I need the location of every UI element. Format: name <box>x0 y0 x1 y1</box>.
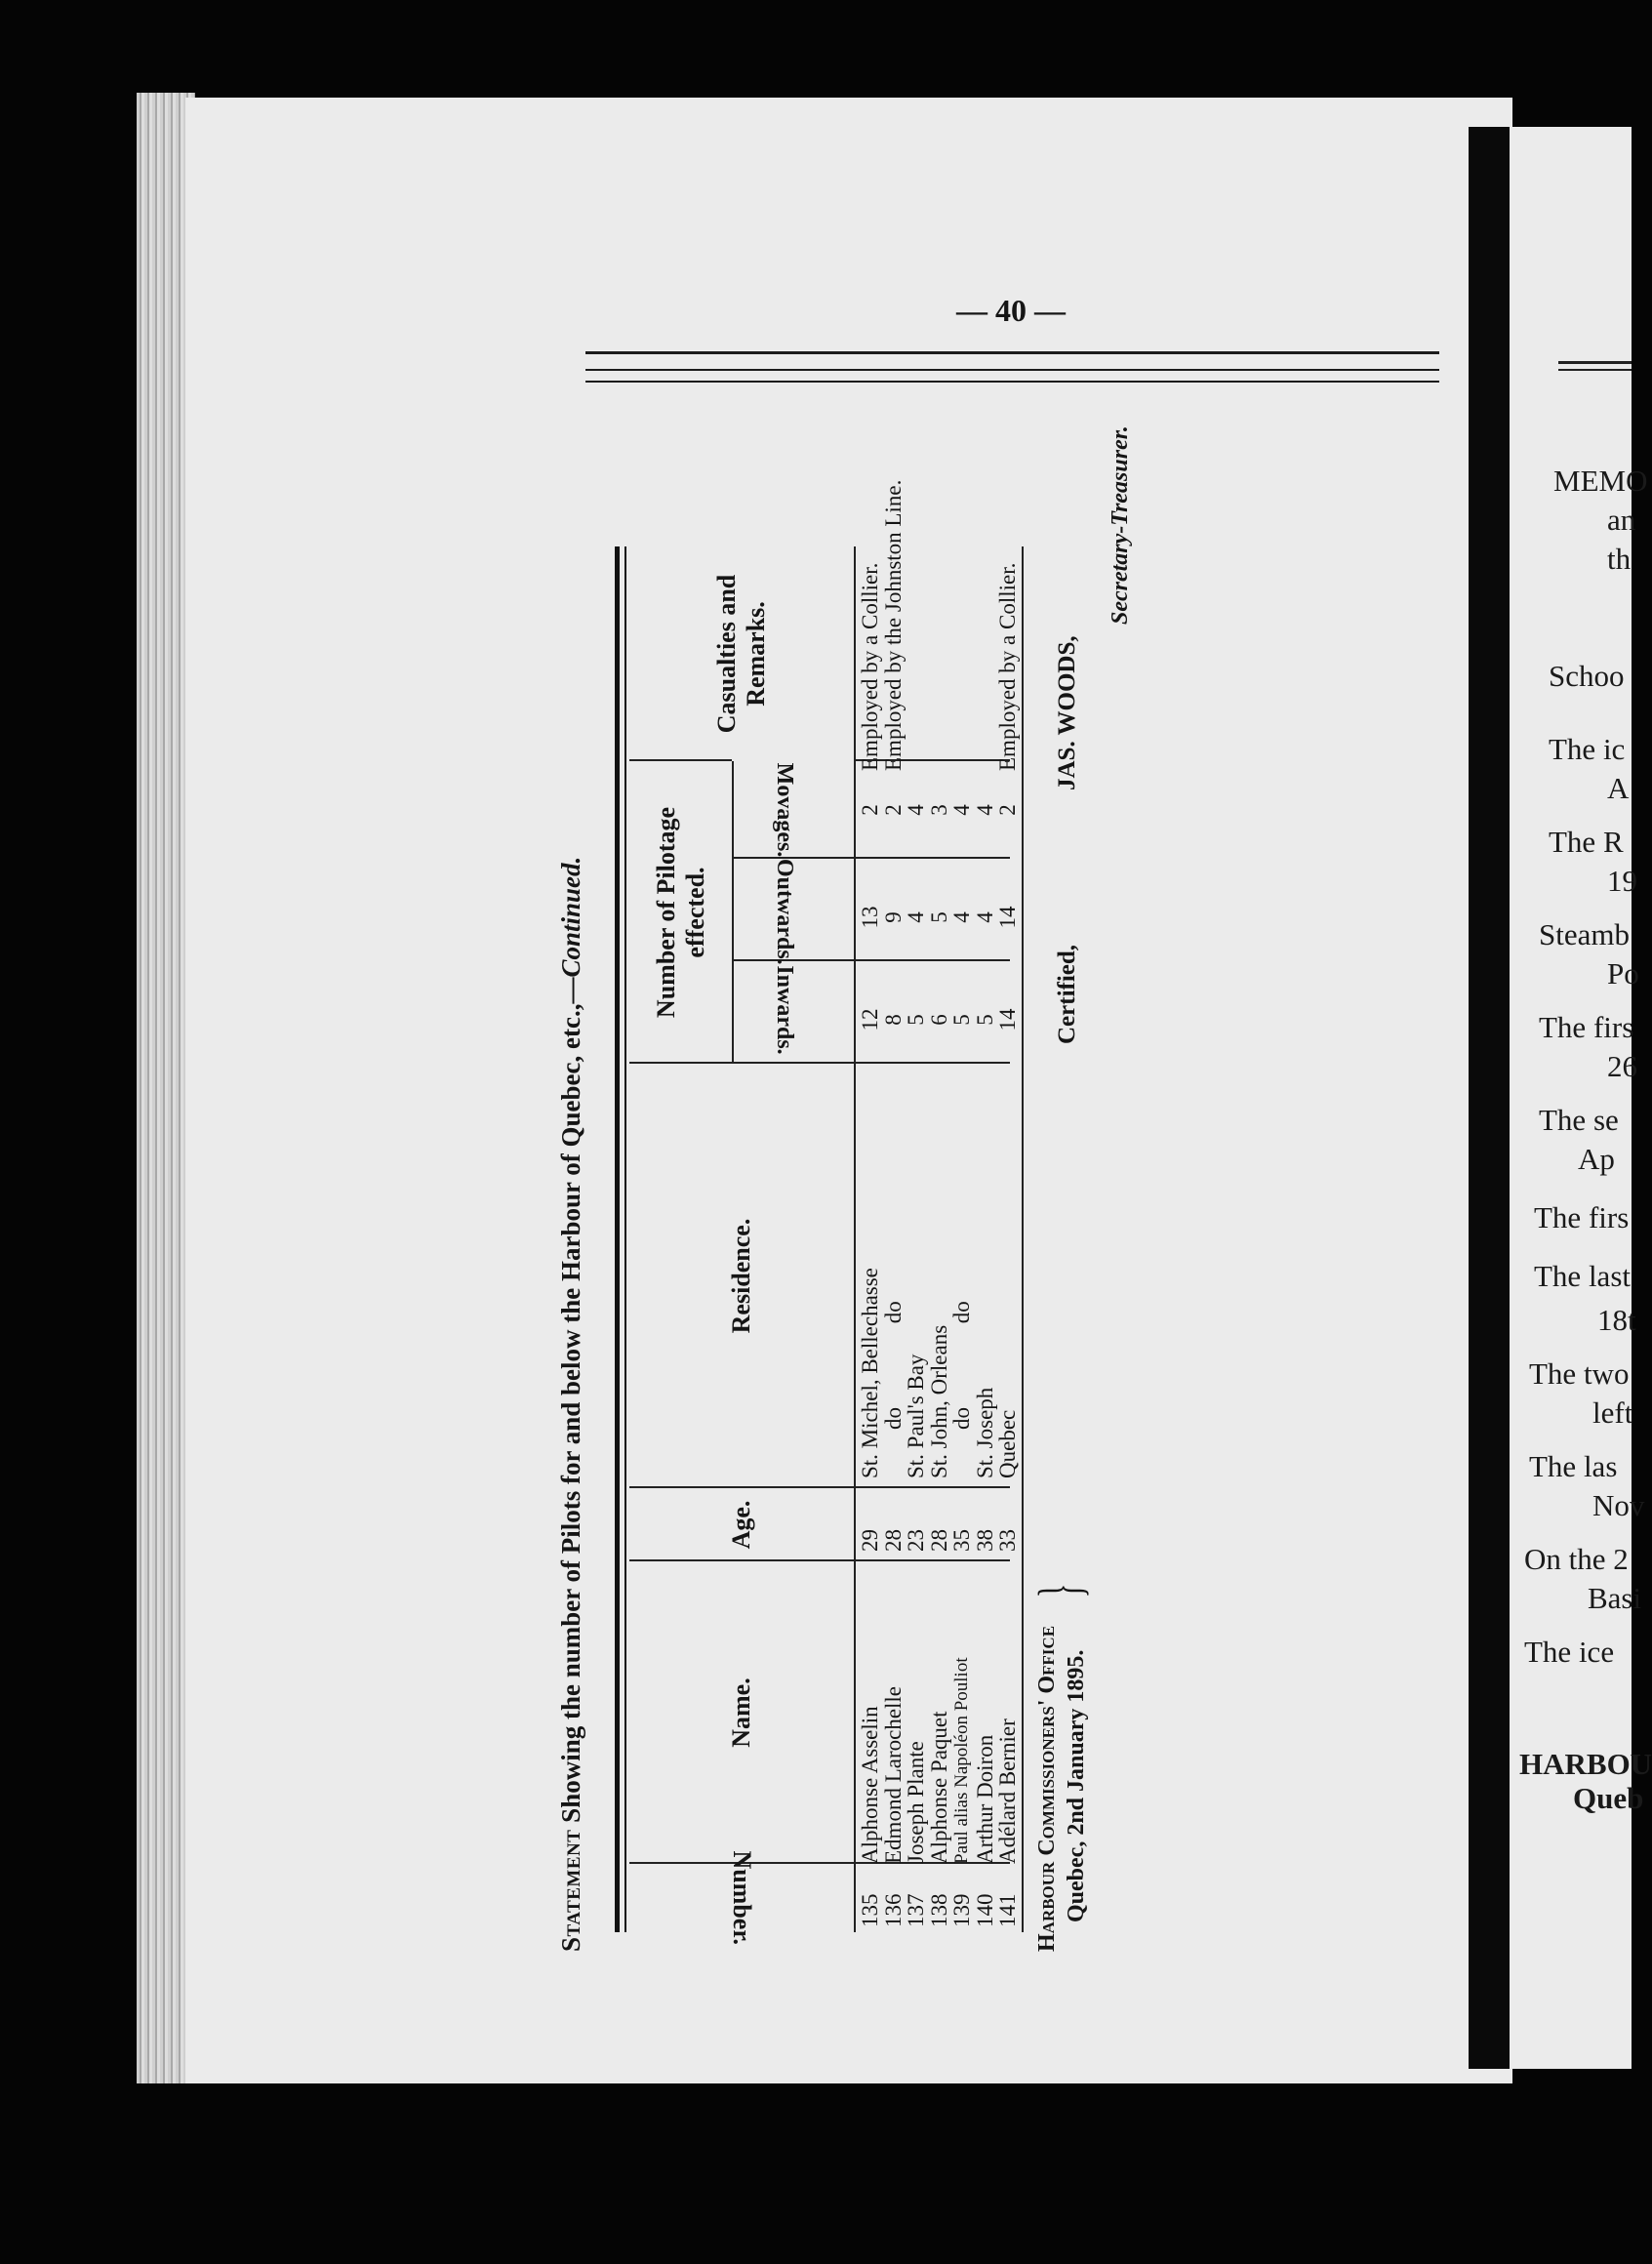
adjacent-text: Queb <box>1573 1781 1644 1815</box>
cell-name: Edmond Larochelle <box>880 1685 906 1864</box>
cell-number: 139 <box>949 1893 974 1927</box>
cell-number: 135 <box>858 1893 882 1927</box>
adjacent-text: Ap <box>1578 1142 1615 1176</box>
header-outwards: Outwards. <box>772 859 797 965</box>
header-cell-residence <box>629 1062 854 1488</box>
title-continued: Continued. <box>556 856 585 978</box>
cell-number: 141 <box>995 1893 1020 1927</box>
cell-number: 140 <box>972 1893 997 1927</box>
table-row <box>905 527 928 2010</box>
cell-age: 28 <box>880 1529 906 1552</box>
header-number: Number. <box>728 1850 756 1946</box>
table-row <box>996 527 1020 2010</box>
adjacent-text: The last <box>1534 1259 1631 1293</box>
page-gutter <box>1469 127 1510 2069</box>
adjacent-text: Po <box>1607 956 1639 990</box>
adjacent-text: The firs <box>1539 1010 1634 1044</box>
cell-outwards: 4 <box>904 911 928 923</box>
header-inwards: Inwards. <box>772 965 797 1055</box>
table-top-rule <box>625 546 626 1932</box>
cell-remarks: Employed by a Collier. <box>995 562 1020 771</box>
cell-remarks: Employed by a Collier. <box>858 562 882 771</box>
adjacent-text: HARBOU <box>1519 1747 1652 1781</box>
cell-name: Joseph Plante <box>904 1741 928 1864</box>
cell-outwards: 4 <box>949 911 974 923</box>
cell-name: Alphonse Asselin <box>858 1706 882 1864</box>
adjacent-text: 19 <box>1607 864 1637 898</box>
header-cell-pilotage <box>629 759 732 1064</box>
header-cell-age <box>629 1486 854 1561</box>
header-age: Age. <box>727 1500 755 1550</box>
cell-age: 38 <box>972 1529 997 1552</box>
adjacent-page-rule <box>1558 369 1632 371</box>
table-row <box>859 527 882 2010</box>
cell-number: 136 <box>880 1893 906 1927</box>
cell-residence: St. Michel, Bellechasse <box>858 1268 882 1478</box>
adjacent-text: left <box>1592 1395 1633 1430</box>
cell-inwards: 8 <box>880 1014 906 1026</box>
cell-name: Alphonse Paquet <box>926 1711 951 1864</box>
adjacent-text: The ice <box>1524 1635 1615 1669</box>
cell-age: 33 <box>995 1529 1020 1552</box>
cell-residence: St. Joseph <box>972 1387 997 1478</box>
cell-age: 35 <box>949 1529 974 1552</box>
cell-inwards: 5 <box>972 1014 997 1026</box>
cell-residence: do do <box>949 1301 974 1430</box>
cell-outwards: 4 <box>972 911 997 923</box>
cell-movages: 4 <box>972 804 997 816</box>
cell-inwards: 14 <box>995 1008 1020 1031</box>
cell-residence: Quebec <box>995 1409 1020 1478</box>
adjacent-text: an <box>1607 503 1636 537</box>
table-row <box>974 527 997 2010</box>
header-cell-number <box>629 1850 854 1946</box>
cell-number: 137 <box>904 1893 928 1927</box>
table-bottom-rule <box>1022 546 1024 1932</box>
cell-age: 28 <box>926 1529 951 1552</box>
cell-inwards: 6 <box>926 1014 951 1026</box>
cell-residence: St. Paul's Bay <box>904 1354 928 1478</box>
title-caps: Statement <box>556 1829 585 1952</box>
cell-movages: 2 <box>858 804 882 816</box>
cell-outwards: 9 <box>880 911 906 923</box>
statement-title <box>556 390 586 1952</box>
page-number: — 40 — <box>956 293 1066 328</box>
adjacent-text: MEMO <box>1553 464 1648 498</box>
header-remarks: Casualties and Remarks. <box>712 574 770 734</box>
cell-outwards: 5 <box>926 911 951 923</box>
rotated-statement <box>537 351 1473 2010</box>
cell-movages: 2 <box>995 804 1020 816</box>
footer-date: Quebec, 2nd January 1895. <box>1064 1649 1089 1922</box>
cell-name: Paul alias Napoléon Pouliot <box>951 1657 972 1864</box>
header-pilotage: Number of Pilotage effected. <box>651 806 709 1019</box>
cell-outwards: 14 <box>995 906 1020 929</box>
brace: } <box>1027 1583 1094 1598</box>
table-row <box>950 527 974 2010</box>
cell-movages: 4 <box>949 804 974 816</box>
cell-age: 23 <box>904 1529 928 1552</box>
adjacent-text: The two <box>1529 1356 1630 1391</box>
adjacent-text: th <box>1607 542 1632 576</box>
table-row <box>928 527 951 2010</box>
cell-number: 138 <box>926 1893 951 1927</box>
header-movages: Movages. <box>772 762 797 858</box>
adjacent-text: The se <box>1539 1103 1619 1137</box>
cell-inwards: 5 <box>904 1014 928 1026</box>
adjacent-text: A <box>1607 771 1630 805</box>
adjacent-text: The firs <box>1534 1200 1630 1234</box>
adjacent-text: The R <box>1549 825 1624 859</box>
cell-residence: do do <box>880 1301 906 1430</box>
cell-inwards: 5 <box>949 1014 974 1026</box>
title-text: Showing the number of Pilots for and below the Harbour of Quebec, etc.,— <box>556 977 585 1823</box>
cell-inwards: 12 <box>858 1008 882 1031</box>
cell-remarks: Employed by the Johnston Line. <box>880 479 906 771</box>
adjacent-text: Steamb <box>1539 917 1630 951</box>
adjacent-text: Schoo <box>1549 659 1625 693</box>
header-cell-name <box>629 1559 854 1864</box>
certified-label: Certified, <box>1054 944 1080 1044</box>
adjacent-text: Nov <box>1592 1488 1645 1522</box>
adjacent-page-rule <box>1558 361 1632 364</box>
adjacent-text: Basi <box>1588 1581 1642 1615</box>
cell-residence: St. John, Orleans <box>926 1324 951 1478</box>
cell-movages: 4 <box>904 804 928 816</box>
header-cell-remarks <box>629 546 854 761</box>
table-row <box>880 479 906 2010</box>
cell-outwards: 13 <box>858 906 882 929</box>
adjacent-text: The ic <box>1549 732 1626 766</box>
signer-name: JAS. WOODS, <box>1054 635 1080 790</box>
adjacent-text: On the 2 <box>1524 1542 1629 1576</box>
cell-name: Arthur Doiron <box>972 1734 997 1864</box>
header-name: Name. <box>727 1678 755 1748</box>
header-residence: Residence. <box>727 1218 755 1334</box>
adjacent-text: 18t <box>1597 1303 1636 1337</box>
table-top-rule <box>615 546 620 1932</box>
adjacent-text: 26 <box>1607 1049 1637 1083</box>
adjacent-page <box>1510 127 1652 2069</box>
cell-movages: 3 <box>926 804 951 816</box>
cell-movages: 2 <box>880 804 906 816</box>
footer-office: Harbour Commissioners' Office <box>1034 1625 1060 1952</box>
adjacent-text: The las <box>1529 1449 1618 1483</box>
cell-name: Adélard Bernier <box>995 1718 1020 1864</box>
signer-title: Secretary-Treasurer. <box>1108 425 1133 625</box>
cell-age: 29 <box>858 1529 882 1552</box>
